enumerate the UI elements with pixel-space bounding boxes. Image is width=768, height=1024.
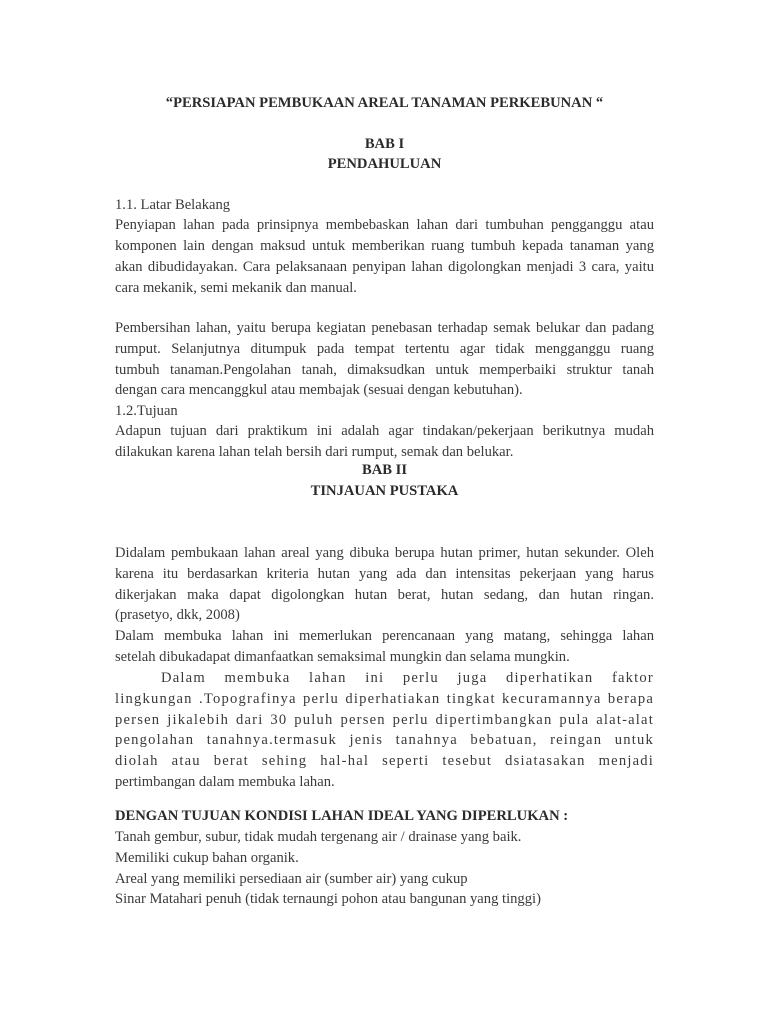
paragraph-line: lingkungan .Topografinya perlu diperhatiakan tingkat kecuramannya berapa	[115, 691, 654, 707]
paragraph-line: Dalam membuka lahan ini perlu juga diperhatikan faktor	[161, 670, 654, 686]
chapter-label: BAB I	[364, 136, 405, 152]
section-heading: 1.2.Tujuan	[115, 403, 178, 419]
chapter-label: BAB II	[361, 462, 407, 478]
paragraph-line: Pembersihan lahan, yaitu berupa kegiatan penebasan terhadap semak belukar dan padang	[115, 320, 654, 336]
list-item: Memiliki cukup bahan organik.	[115, 850, 299, 866]
paragraph-line: Dalam membuka lahan ini memerlukan perencanaan yang matang, sehingga lahan	[115, 628, 654, 644]
paragraph-line: dilakukan karena lahan telah bersih dari rumput, semak dan belukar.	[115, 444, 514, 460]
paragraph-line: dikerjakan maka dapat digolongkan hutan berat, hutan sedang, dan hutan ringan.	[115, 587, 654, 603]
paragraph-line: (prasetyo, dkk, 2008)	[115, 607, 240, 623]
paragraph-line: Didalam pembukaan lahan areal yang dibuka berupa hutan primer, hutan sekunder. Oleh	[115, 545, 654, 561]
chapter-heading: TINJAUAN PUSTAKA	[310, 483, 459, 499]
list-item: Areal yang memiliki persediaan air (sumber air) yang cukup	[115, 871, 468, 887]
paragraph-line: rumput. Selanjutnya ditumpuk pada tempat tertentu agar tidak mengganggu ruang	[115, 341, 654, 357]
paragraph-line: pengolahan tanahnya.termasuk jenis tanahnya bebatuan, reingan untuk	[115, 732, 654, 748]
paragraph-line: karena itu berdasarkan kriteria hutan yang ada dan intensitas pekerjaan yang harus	[115, 566, 654, 582]
paragraph-line: komponen lain dengan maksud untuk memberikan ruang tumbuh kepada tanaman yang	[115, 238, 654, 254]
paragraph-line: Adapun tujuan dari praktikum ini adalah agar tindakan/pekerjaan berikutnya mudah	[115, 423, 654, 439]
section-heading: 1.1. Latar Belakang	[115, 197, 231, 213]
paragraph-line: cara mekanik, semi mekanik dan manual.	[115, 280, 357, 296]
paragraph-line: pertimbangan dalam membuka lahan.	[115, 774, 335, 790]
list-item: Tanah gembur, subur, tidak mudah tergenang air / drainase yang baik.	[115, 829, 522, 845]
chapter-heading: PENDAHULUAN	[327, 156, 442, 172]
list-item: Sinar Matahari penuh (tidak ternaungi pohon atau bangunan yang tinggi)	[115, 891, 541, 907]
paragraph-line: Penyiapan lahan pada prinsipnya membebaskan lahan dari tumbuhan pengganggu atau	[115, 217, 654, 233]
paragraph-line: diolah atau berat sehing hal-hal seperti tesebut dsiatasakan menjadi	[115, 753, 654, 769]
paragraph-line: tumbuh tanaman.Pengolahan tanah, dimaksudkan untuk memperbaiki struktur tanah	[115, 362, 654, 378]
list-heading: DENGAN TUJUAN KONDISI LAHAN IDEAL YANG DIPERLUKAN :	[115, 808, 569, 824]
paragraph-line: persen jikalebih dari 30 puluh persen perlu dipertimbangkan pula alat-alat	[115, 712, 654, 728]
paragraph-line: akan dibudidayakan. Cara pelaksanaan penyipan lahan digolongkan menjadi 3 cara, yaitu	[115, 259, 654, 275]
paragraph-line: dengan cara mencanggkul atau membajak (sesuai dengan kebutuhan).	[115, 382, 523, 398]
paragraph-line: setelah dibukadapat dimanfaatkan semaksimal mungkin dan selama mungkin.	[115, 649, 570, 665]
document-title: “PERSIAPAN PEMBUKAAN AREAL TANAMAN PERKEBUNAN “	[165, 95, 604, 111]
